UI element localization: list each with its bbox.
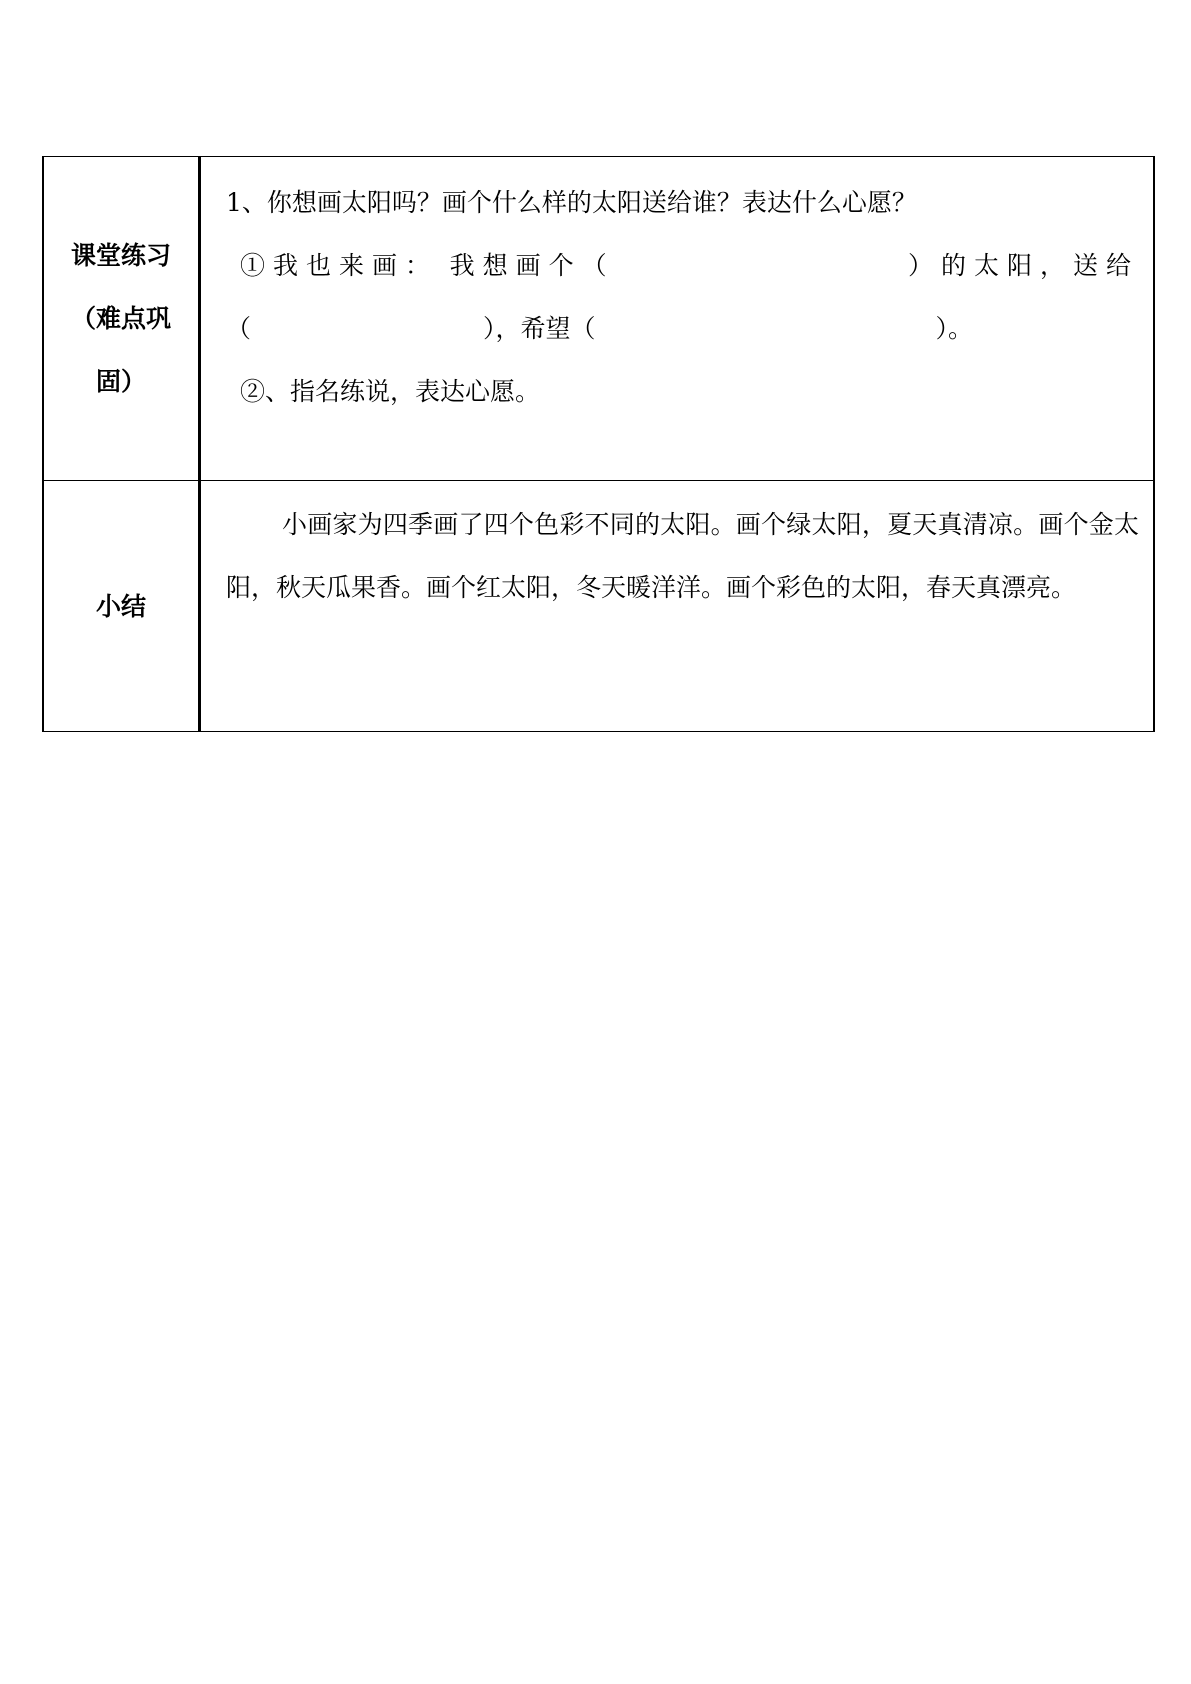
summary-label: 小结 xyxy=(95,591,146,621)
practice-item1-mid: 我想画个（ xyxy=(449,251,615,280)
practice-label-cell xyxy=(43,157,200,481)
lesson-plan-table xyxy=(42,156,1155,732)
summary-content-cell xyxy=(200,481,1155,732)
practice-label-line-1: 课堂练习 xyxy=(70,241,171,270)
table-row xyxy=(43,481,1154,732)
practice-line2-end: ）。 xyxy=(935,314,974,343)
practice-line2-mid: ），希望（ xyxy=(483,314,596,343)
practice-item2: ②、指名练说，表达心愿。 xyxy=(240,377,541,406)
practice-line2-open: （ xyxy=(226,314,252,343)
summary-text: 小画家为四季画了四个色彩不同的太阳。画个绿太阳，夏天真清凉。画个金太阳，秋天瓜果香。画个红太阳，冬天暖洋洋。画个彩色的太阳，春天真漂亮。 xyxy=(226,510,1139,602)
blank-space xyxy=(626,234,896,297)
practice-label-line-3: 固） xyxy=(95,367,146,396)
practice-label-line-2: （难点巩 xyxy=(70,304,171,333)
blank-space xyxy=(251,297,483,360)
practice-item1-end: ）的太阳，送给 xyxy=(907,251,1139,280)
blank-space xyxy=(596,297,936,360)
practice-item1-prefix: ①我也来画： xyxy=(240,251,439,280)
practice-content-cell xyxy=(200,157,1155,481)
summary-label-cell xyxy=(43,481,200,732)
table-row xyxy=(43,157,1154,481)
practice-question: 1、你想画太阳吗？画个什么样的太阳送给谁？表达什么心愿？ xyxy=(226,188,917,217)
